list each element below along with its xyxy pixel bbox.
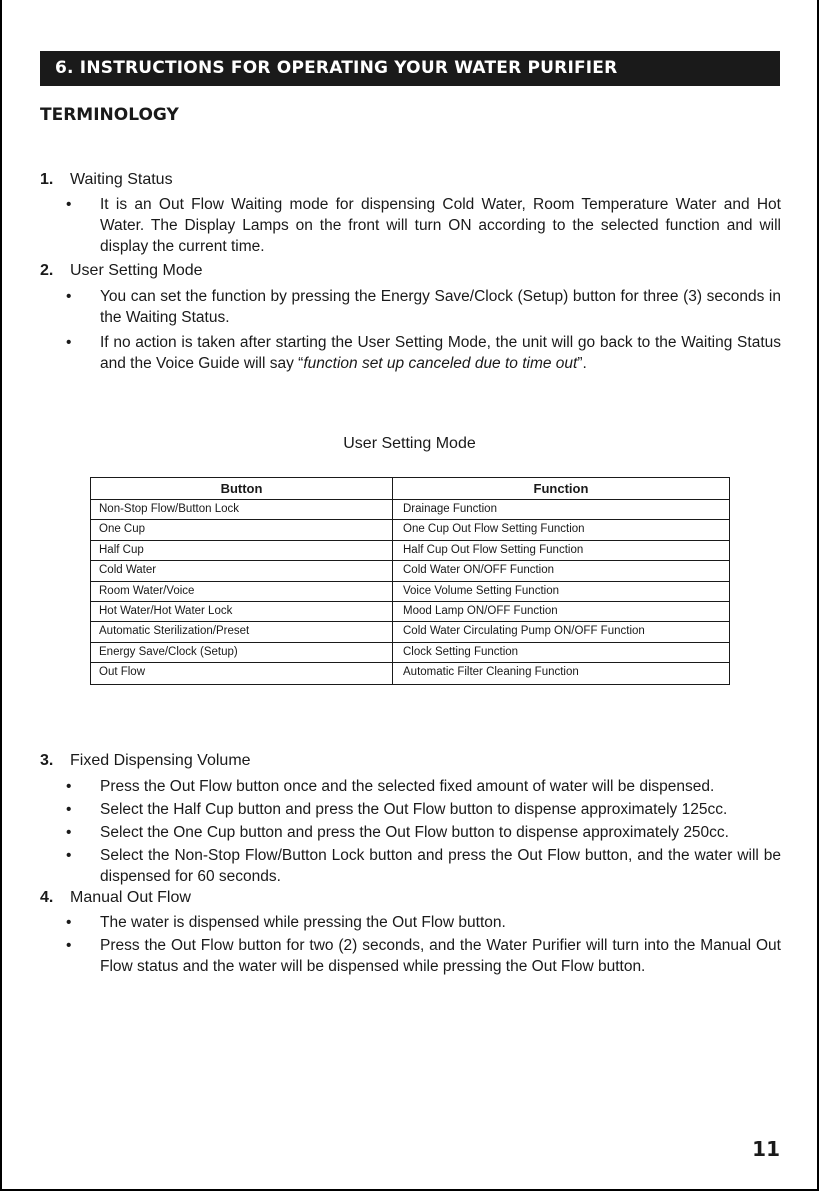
page-number: 11 bbox=[752, 1137, 780, 1161]
table-cell-button: One Cup bbox=[91, 520, 393, 539]
table-cell-button: Non-Stop Flow/Button Lock bbox=[91, 500, 393, 519]
bullet-text: Select the One Cup button and press the Out Flow button to dispense approximately 250cc. bbox=[100, 824, 729, 841]
list-item bbox=[66, 799, 781, 820]
item-number: 3. bbox=[40, 752, 54, 769]
item-title-text: User Setting Mode bbox=[70, 262, 203, 279]
table-cell-function: Cold Water ON/OFF Function bbox=[403, 564, 555, 577]
bullet-icon: • bbox=[66, 801, 72, 818]
table-row bbox=[91, 643, 729, 663]
table-caption: User Setting Mode bbox=[343, 435, 476, 452]
table-cell-function: Cold Water Circulating Pump ON/OFF Function bbox=[403, 625, 645, 638]
item-title-text: Fixed Dispensing Volume bbox=[70, 752, 251, 769]
column-header-button: Button bbox=[91, 478, 393, 499]
list-item bbox=[66, 194, 781, 257]
subheading: TERMINOLOGY bbox=[40, 105, 179, 125]
bullet-text: Select the Non-Stop Flow/Button Lock button and press the Out Flow button, and the water will be dispensed for 60 seconds. bbox=[100, 847, 781, 885]
item-number: 1. bbox=[40, 171, 54, 188]
item-3-title bbox=[40, 752, 251, 770]
bullet-icon: • bbox=[66, 778, 72, 795]
table-cell-button: Hot Water/Hot Water Lock bbox=[91, 602, 393, 621]
list-item bbox=[66, 332, 781, 374]
bullet-text: The water is dispensed while pressing the Out Flow button. bbox=[100, 914, 506, 931]
list-item bbox=[66, 822, 781, 843]
table-row bbox=[91, 582, 729, 602]
table-cell-function: One Cup Out Flow Setting Function bbox=[403, 523, 585, 536]
table-cell-button: Out Flow bbox=[91, 663, 393, 683]
table-row bbox=[91, 622, 729, 642]
table-cell-button: Cold Water bbox=[91, 561, 393, 580]
table-cell-function: Mood Lamp ON/OFF Function bbox=[403, 604, 558, 617]
item-1-title bbox=[40, 171, 173, 189]
table-cell-button: Automatic Sterilization/Preset bbox=[91, 622, 393, 641]
user-setting-table bbox=[90, 477, 730, 685]
list-item bbox=[66, 286, 781, 328]
bullet-icon: • bbox=[66, 937, 72, 954]
bullet-text: Press the Out Flow button once and the selected fixed amount of water will be dispensed. bbox=[100, 778, 715, 795]
bullet-text: You can set the function by pressing the Energy Save/Clock (Setup) button for three (3) seconds in the Waiting Status. bbox=[100, 288, 781, 326]
item-2-title bbox=[40, 262, 203, 280]
section-title: 6. INSTRUCTIONS FOR OPERATING YOUR WATER PURIFIER bbox=[40, 51, 780, 86]
item-4-title bbox=[40, 889, 191, 907]
table-header-row bbox=[91, 478, 729, 500]
table-cell-function: Automatic Filter Cleaning Function bbox=[403, 666, 579, 679]
table-row bbox=[91, 561, 729, 581]
list-item bbox=[66, 912, 781, 933]
table-row bbox=[91, 663, 729, 683]
bullet-text: It is an Out Flow Waiting mode for dispensing Cold Water, Room Temperature Water and Hot Water. The Display Lamps on the front will turn ON according to the selected function and will display the current time. bbox=[100, 196, 781, 255]
column-header-function: Function bbox=[533, 481, 589, 496]
bullet-icon: • bbox=[66, 334, 72, 351]
item-number: 2. bbox=[40, 262, 54, 279]
table-row bbox=[91, 520, 729, 540]
list-item bbox=[66, 935, 781, 977]
table-cell-button: Energy Save/Clock (Setup) bbox=[91, 643, 393, 662]
bullet-text: Press the Out Flow button for two (2) seconds, and the Water Purifier will turn into the Manual Out Flow status and the water will be dispensed while pressing the Out Flow button. bbox=[100, 937, 781, 975]
bullet-icon: • bbox=[66, 288, 72, 305]
table-cell-function: Voice Volume Setting Function bbox=[403, 584, 559, 597]
item-title-text: Waiting Status bbox=[70, 171, 173, 188]
item-title-text: Manual Out Flow bbox=[70, 889, 191, 906]
bullet-text-main: If no action is taken after starting the User Setting Mode, the unit will go back to the Waiting Status and the Voice Guide will say “ bbox=[100, 334, 781, 372]
table-cell-function: Drainage Function bbox=[403, 503, 497, 515]
bullet-icon: • bbox=[66, 196, 72, 213]
bullet-icon: • bbox=[66, 847, 72, 864]
table-cell-function: Half Cup Out Flow Setting Function bbox=[403, 543, 584, 556]
table-cell-button: Half Cup bbox=[91, 541, 393, 560]
table-cell-function: Clock Setting Function bbox=[403, 645, 519, 658]
table-row bbox=[91, 541, 729, 561]
bullet-text bbox=[100, 332, 781, 374]
quote-end: ”. bbox=[577, 355, 587, 372]
table-row bbox=[91, 500, 729, 520]
bullet-icon: • bbox=[66, 824, 72, 841]
list-item bbox=[66, 845, 781, 887]
table-cell-button: Room Water/Voice bbox=[91, 582, 393, 601]
item-number: 4. bbox=[40, 889, 54, 906]
table-row bbox=[91, 602, 729, 622]
voice-guide-quote: function set up canceled due to time out bbox=[303, 355, 578, 372]
bullet-text: Select the Half Cup button and press the Out Flow button to dispense approximately 125cc. bbox=[100, 801, 728, 818]
bullet-icon: • bbox=[66, 914, 72, 931]
list-item bbox=[66, 776, 781, 797]
